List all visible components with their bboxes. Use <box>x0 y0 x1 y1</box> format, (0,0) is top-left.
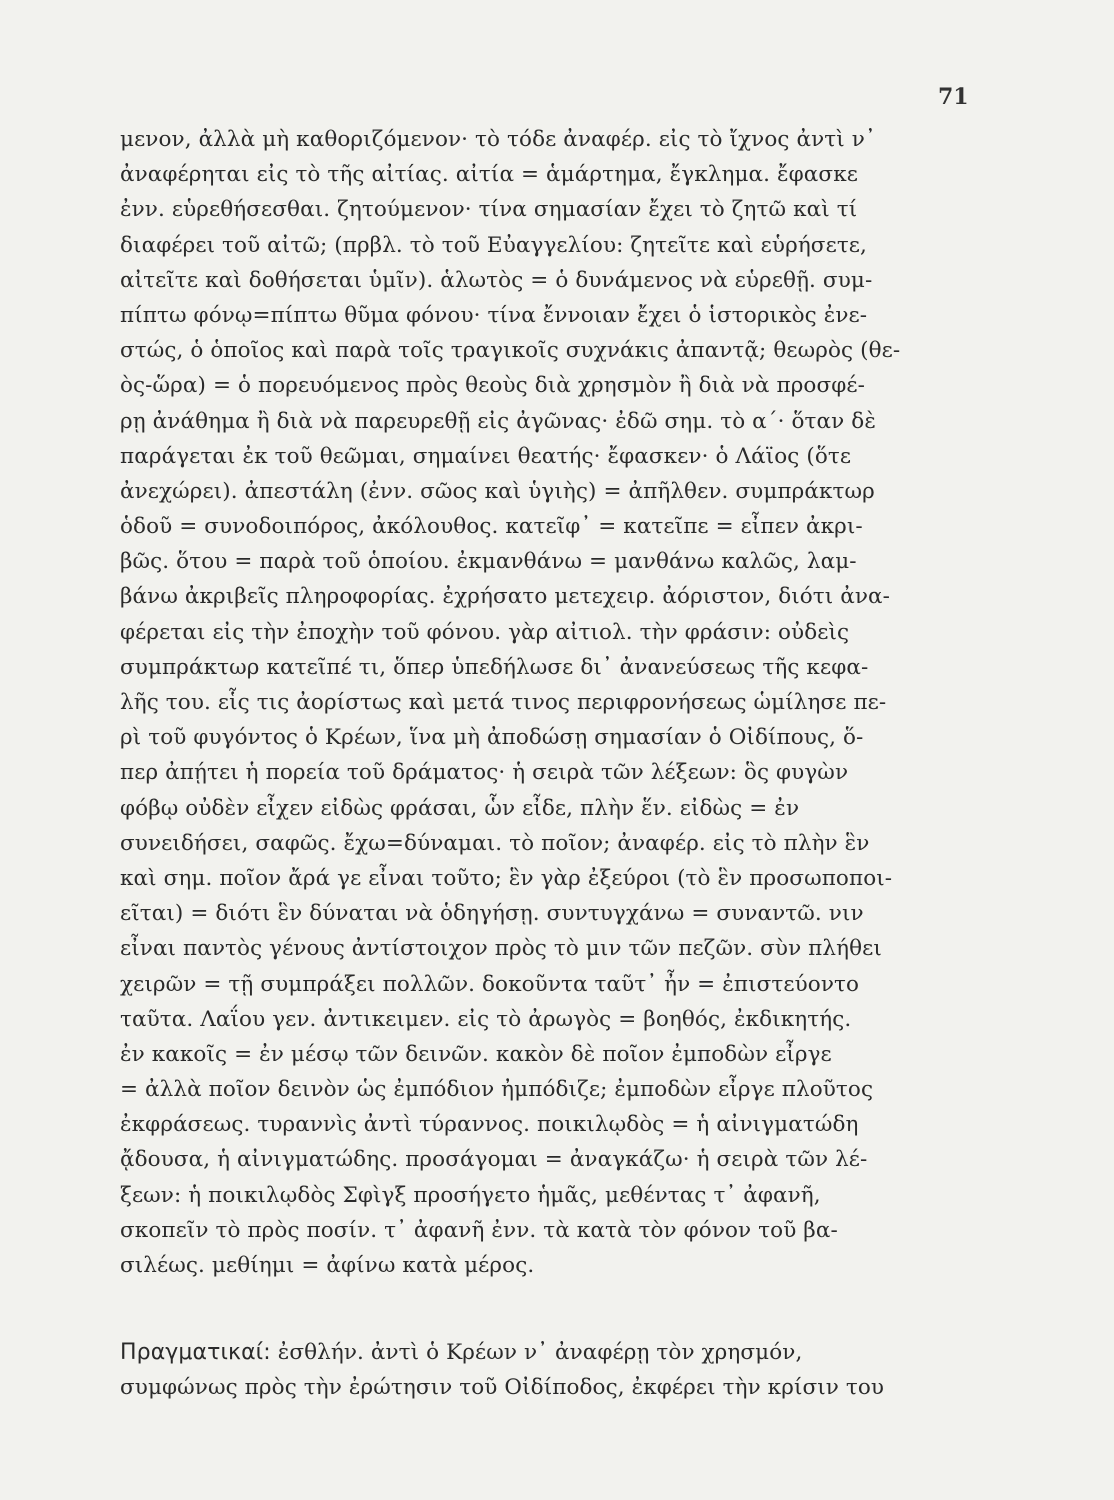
text-line: αἰτεῖτε καὶ δοθήσεται ὑμῖν). ἁλωτὸς = ὁ δυνάμενος νὰ εὑρεθῇ. συμ- <box>120 267 873 293</box>
text-line: περ ἀπῄτει ἡ πορεία τοῦ δράματος· ἡ σειρὰ τῶν λέξεων: ὃς φυγὼν <box>120 760 849 786</box>
text-line: φέρεται εἰς τὴν ἐποχὴν τοῦ φόνου. γὰρ αἰτιολ. τὴν φράσιν: οὐδεὶς <box>120 619 850 645</box>
text-line: πίπτω φόνῳ=πίπτω θῦμα φόνου· τίνα ἔννοιαν ἔχει ὁ ἱστορικὸς ἐνε- <box>120 302 868 328</box>
section-heading: Πραγματικαί: <box>120 1340 271 1366</box>
text-line: ἀνεχώρει). ἀπεστάλη (ἐνν. σῶος καὶ ὑγιὴς) = ἀπῆλθεν. συμπράκτωρ <box>120 478 875 504</box>
commentary-text <box>120 122 962 1406</box>
text-line: = ἀλλὰ ποῖον δεινὸν ὡς ἐμπόδιον ἠμπόδιζε; ἐμποδὼν εἶργε πλοῦτος <box>120 1077 874 1103</box>
text-line: συμπράκτωρ κατεῖπέ τι, ὅπερ ὑπεδήλωσε δι᾿ ἀνανεύσεως τῆς κεφα- <box>120 654 869 680</box>
text-line: διαφέρει τοῦ αἰτῶ; (πρβλ. τὸ τοῦ Εὐαγγελίου: ζητεῖτε καὶ εὑρήσετε, <box>120 232 867 258</box>
text-line: ρῃ ἀνάθημα ἢ διὰ νὰ παρευρεθῇ εἰς ἀγῶνας· ἐδῶ σημ. τὸ α΄· ὅταν δὲ <box>120 408 876 434</box>
text-line: συνειδήσει, σαφῶς. ἔχω=δύναμαι. τὸ ποῖον; ἀναφέρ. εἰς τὸ πλὴν ἓν <box>120 830 870 856</box>
text-line: σιλέως. μεθίημι = ἀφίνω κατὰ μέρος. <box>120 1253 535 1278</box>
text-line: μενον, ἀλλὰ μὴ καθοριζόμενον· τὸ τόδε ἀναφέρ. εἰς τὸ ἴχνος ἀντὶ ν᾿ <box>120 127 876 152</box>
text-line: παράγεται ἐκ τοῦ θεῶμαι, σημαίνει θεατής· ἔφασκεν· ὁ Λάϊος (ὅτε <box>120 443 852 469</box>
text-line: σκοπεῖν τὸ πρὸς ποσίν. τ᾿ ἀφανῆ ἐνν. τὰ κατὰ τὸν φόνον τοῦ βα- <box>120 1217 838 1243</box>
text-line: ἐν κακοῖς = ἐν μέσῳ τῶν δεινῶν. κακὸν δὲ ποῖον ἐμποδὼν εἶργε <box>120 1041 832 1067</box>
text-line: βάνω ἀκριβεῖς πληροφορίας. ἐχρήσατο μετεχειρ. ἀόριστον, διότι ἀνα- <box>120 584 891 610</box>
text-line: ὁδοῦ = συνοδοιπόρος, ἀκόλουθος. κατεῖφ᾿ = κατεῖπε = εἶπεν ἀκρι- <box>120 514 863 540</box>
text-line: ταῦτα. Λαΐου γεν. ἀντικειμεν. εἰς τὸ ἀρωγὸς = βοηθός, ἐκδικητής. <box>120 1006 852 1032</box>
text-line: χειρῶν = τῇ συμπράξει πολλῶν. δοκοῦντα ταῦτ᾿ ἦν = ἐπιστεύοντο <box>120 971 860 997</box>
text-line: ἀναφέρηται εἰς τὸ τῆς αἰτίας. αἰτία = ἁμάρτημα, ἔγκλημα. ἔφασκε <box>120 162 858 188</box>
text-line: συμφώνως πρὸς τὴν ἐρώτησιν τοῦ Οἰδίποδος, ἐκφέρει τὴν κρίσιν του <box>120 1375 885 1401</box>
text-line: ὸς-ὥρα) = ὁ πορευόμενος πρὸς θεοὺς διὰ χρησμὸν ἢ διὰ νὰ προσφέ- <box>120 373 866 399</box>
section-gap <box>120 1283 962 1335</box>
text-line: καὶ σημ. ποῖον ἄρά γε εἶναι τοῦτο; ἓν γὰρ ἐξεύροι (τὸ ἓν προσωποποι- <box>120 865 893 891</box>
text-line: ρὶ τοῦ φυγόντος ὁ Κρέων, ἵνα μὴ ἀποδώσῃ σημασίαν ὁ Οἰδίπους, ὅ- <box>120 725 864 751</box>
text-line: εἶναι παντὸς γένους ἀντίστοιχον πρὸς τὸ μιν τῶν πεζῶν. σὺν πλήθει <box>120 936 882 962</box>
page-number: 71 <box>938 84 969 110</box>
text-line: ἐκφράσεως. τυραννὶς ἀντὶ τύραννος. ποικιλῳδὸς = ἡ αἰνιγματώδη <box>120 1112 859 1138</box>
text-line: ἐνν. εὑρεθήσεσθαι. ζητούμενον· τίνα σημασίαν ἔχει τὸ ζητῶ καὶ τί <box>120 197 858 223</box>
section-first-line <box>120 1335 962 1370</box>
section-line-text: ἐσθλήν. ἀντὶ ὁ Κρέων ν᾿ ἀναφέρῃ τὸν χρησμόν, <box>277 1340 803 1366</box>
text-line: ᾄδουσα, ἡ αἰνιγματώδης. προσάγομαι = ἀναγκάζω· ἡ σειρὰ τῶν λέ- <box>120 1147 868 1173</box>
text-line: στώς, ὁ ὁποῖος καὶ παρὰ τοῖς τραγικοῖς συχνάκις ἀπαντᾷ; θεωρὸς (θε- <box>120 338 901 364</box>
text-line: λῆς του. εἷς τις ἀορίστως καὶ μετά τινος περιφρονήσεως ὡμίλησε πε- <box>120 690 887 715</box>
text-line: ξεων: ἡ ποικιλῳδὸς Σφὶγξ προσήγετο ἡμᾶς, μεθέντας τ᾿ ἀφανῆ, <box>120 1182 821 1208</box>
text-line: εῖται) = διότι ἓν δύναται νὰ ὁδηγήσῃ. συντυγχάνω = συναντῶ. νιν <box>120 901 864 927</box>
text-line: φόβῳ οὐδὲν εἶχεν εἰδὼς φράσαι, ὧν εἶδε, πλὴν ἕν. εἰδὼς = ἐν <box>120 795 800 821</box>
text-line: βῶς. ὅτου = παρὰ τοῦ ὁποίου. ἐκμανθάνω = μανθάνω καλῶς, λαμ- <box>120 549 857 575</box>
